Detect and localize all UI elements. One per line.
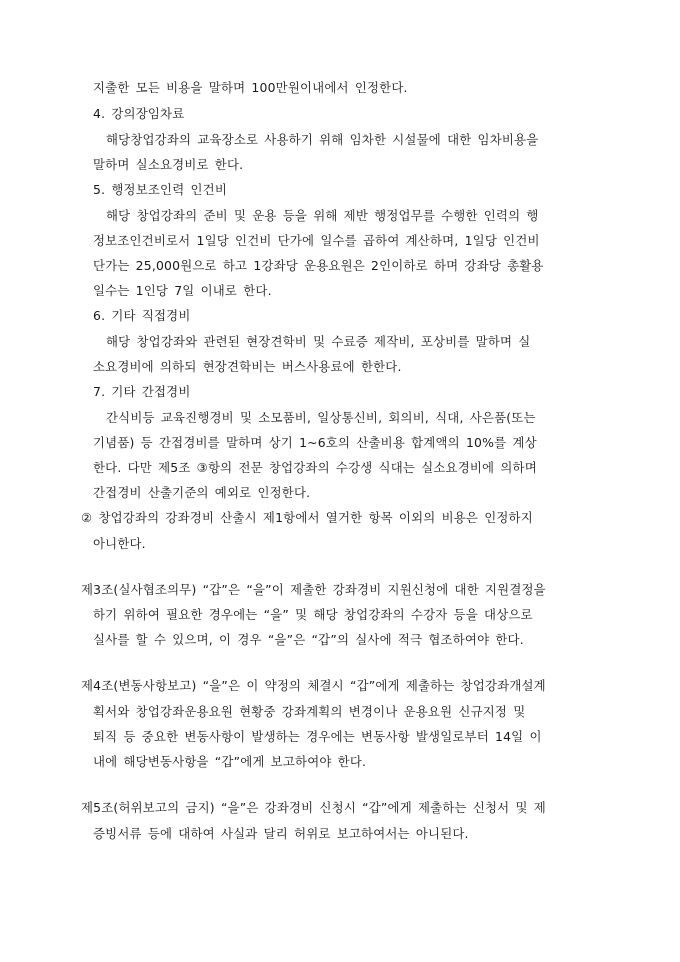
item-5-text-line: 단가는 25,000원으로 하고 1강좌당 운용요원은 2인이하로 하며 강좌당 총활용 — [93, 258, 544, 273]
article-4-line: 퇴직 등 중요한 변동사항이 발생하는 경우에는 변동사항 발생일로부터 14일 이 — [93, 729, 542, 744]
paragraph-2-line: ② 창업강좌의 강좌경비 산출시 제1항에서 열거한 항목 이외의 비용은 인정하지 — [81, 510, 533, 525]
item-6-heading: 6. 기타 직접경비 — [93, 308, 191, 323]
item-4-text-line: 해당창업강좌의 교육장소로 사용하기 위해 임차한 시설물에 대한 임차비용을 — [106, 132, 539, 147]
item-5-text-line: 해당 창업강좌의 준비 및 운용 등을 위해 제반 행정업무를 수행한 인력의 행 — [106, 208, 539, 223]
item-6-text-line: 해당 창업강좌와 관련된 현장견학비 및 수료증 제작비, 포상비를 말하며 실 — [106, 334, 531, 349]
article-5-line: 제5조(허위보고의 금지) “을”은 강좌경비 신청시 “갑”에게 제출하는 신청서 및 제 — [81, 800, 546, 815]
item-7-heading: 7. 기타 간접경비 — [93, 384, 191, 399]
item-4-text-line: 말하며 실소요경비로 한다. — [93, 157, 244, 172]
item-5-text-line: 정보조인건비로서 1일당 인건비 단가에 일수를 곱하여 계산하며, 1일당 인건비 — [93, 233, 540, 248]
item-7-text-line: 간접경비 산출기준의 예외로 인정한다. — [93, 485, 311, 500]
continuation-line: 지출한 모든 비용을 말하며 100만원이내에서 인정한다. — [93, 80, 408, 95]
article-4-line: 획서와 창업강좌운용요원 현황중 강좌계획의 변경이나 운용요원 신규지정 및 — [93, 704, 526, 719]
item-5-text-line: 일수는 1인당 7일 이내로 한다. — [93, 283, 272, 298]
item-7-text-line: 간식비등 교육진행경비 및 소모품비, 일상통신비, 회의비, 식대, 사은품(또는 — [106, 410, 536, 425]
article-3-line: 실사를 할 수 있으며, 이 경우 “을”은 “갑”의 실사에 적극 협조하여야 한다. — [93, 632, 524, 647]
article-3-line: 하기 위하여 필요한 경우에는 “을” 및 해당 창업강좌의 수강자 등을 대상으로 — [93, 607, 533, 622]
article-4-line: 내에 해당변동사항을 “갑”에게 보고하여야 한다. — [93, 754, 367, 769]
article-4-line: 제4조(변동사항보고) “을”은 이 약정의 체결시 “갑”에게 제출하는 창업강좌개설계 — [81, 678, 546, 693]
article-3-line: 제3조(실사협조의무) “갑”은 “을”이 제출한 강좌경비 지원신청에 대한 지원결정을 — [81, 582, 546, 597]
item-7-text-line: 기념품) 등 간접경비를 말하며 상기 1~6호의 산출비용 합계액의 10%를 계상 — [93, 435, 537, 450]
item-6-text-line: 소요경비에 의하되 현장견학비는 버스사용료에 한한다. — [93, 359, 402, 374]
item-5-heading: 5. 행정보조인력 인건비 — [93, 182, 228, 197]
article-5-line: 증빙서류 등에 대하여 사실과 달리 허위로 보고하여서는 아니된다. — [93, 826, 469, 841]
item-7-text-line: 한다. 다만 제5조 ③항의 전문 창업강좌의 수강생 식대는 실소요경비에 의하며 — [93, 460, 537, 475]
item-4-heading: 4. 강의장임차료 — [93, 106, 185, 121]
paragraph-2-line: 아니한다. — [93, 536, 146, 551]
